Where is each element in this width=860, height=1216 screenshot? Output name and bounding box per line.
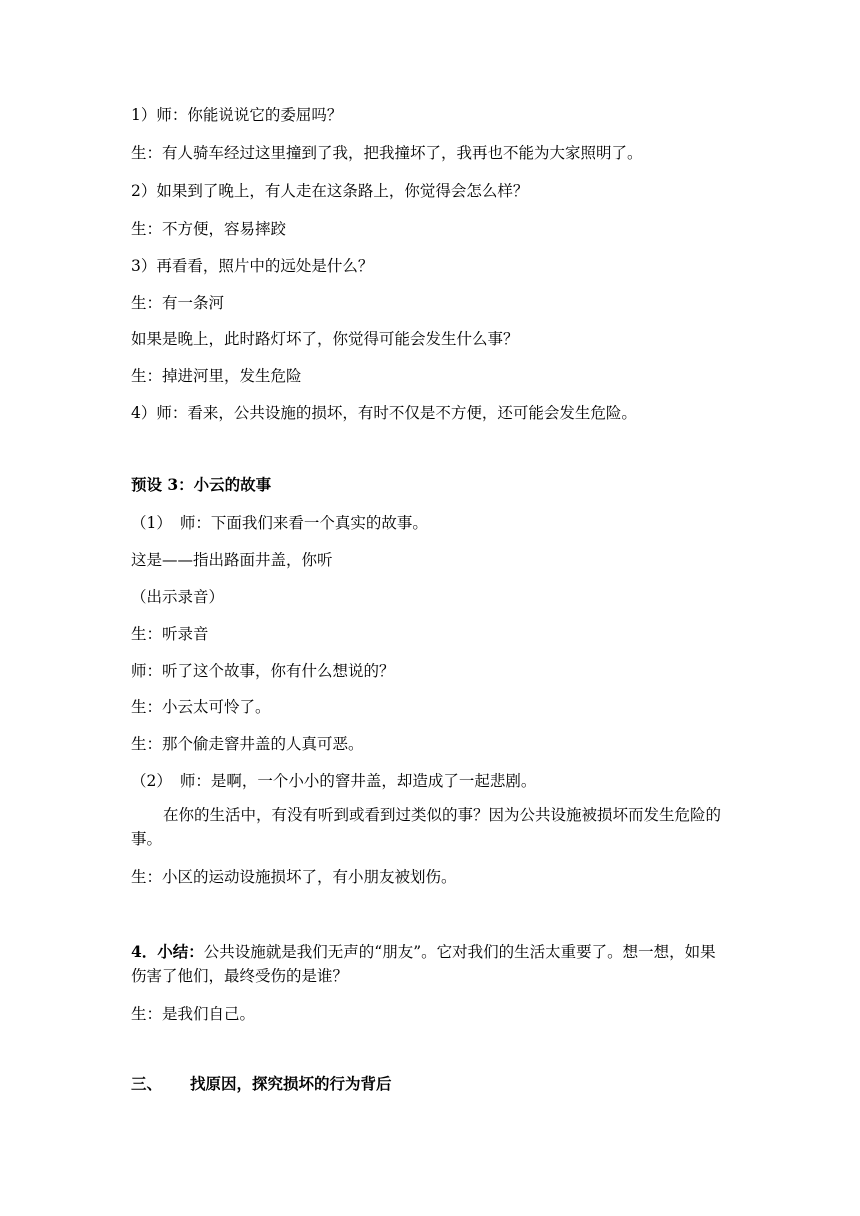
paragraph: 在你的生活中，有没有听到或看到过类似的事？因为公共设施被损坏而发生危险的事。 [131,806,722,848]
text-line: 生：小云太可怜了。 [131,698,271,716]
text-line: 1）师：你能说说它的委屈吗？ [131,106,343,124]
text-line: 如果是晚上，此时路灯坏了，你觉得可能会发生什么事？ [131,330,519,348]
text-line: 生：是我们自己。 [131,1005,256,1023]
text-line: 这是——指出路面井盖，你听 [131,551,333,569]
section-heading [131,1073,392,1095]
text-line: 2）如果到了晚上，有人走在这条路上，你觉得会怎么样？ [131,182,529,200]
text-line [131,770,536,792]
summary-label: 4．小结： [131,942,204,961]
text-line: 生：那个偷走窨井盖的人真可恶。 [131,735,364,753]
item-number: （1） [131,514,172,532]
heading-number: 三、 [131,1074,163,1093]
summary-paragraph [131,940,731,988]
summary-text: 公共设施就是我们无声的“朋友”。它对我们的生活太重要了。想一想，如果伤害了他们，最终受伤的是谁？ [131,943,716,985]
text-line: 3）再看看，照片中的远处是什么？ [131,257,374,275]
text-line: （出示录音） [131,588,225,606]
text-line: 生：掉进河里，发生危险 [131,367,302,385]
text-line: 生：不方便，容易摔跤 [131,220,287,238]
text-line: 生：小区的运动设施损坏了，有小朋友被划伤。 [131,868,457,886]
section-heading: 预设 3：小云的故事 [131,475,272,494]
text-line: 生：听录音 [131,625,209,643]
item-text: 师：是啊，一个小小的窨井盖，却造成了一起悲剧。 [179,772,537,790]
text-line [131,512,428,534]
item-text: 师：下面我们来看一个真实的故事。 [179,514,428,532]
heading-text: 找原因，探究损坏的行为背后 [190,1074,392,1093]
text-line: 生：有一条河 [131,294,225,312]
text-line: 4）师：看来，公共设施的损坏，有时不仅是不方便，还可能会发生危险。 [131,404,637,422]
text-line: 师：听了这个故事，你有什么想说的？ [131,662,395,680]
item-number: （2） [131,772,172,790]
text-line: 生：有人骑车经过这里撞到了我，把我撞坏了，我再也不能为大家照明了。 [131,144,643,162]
